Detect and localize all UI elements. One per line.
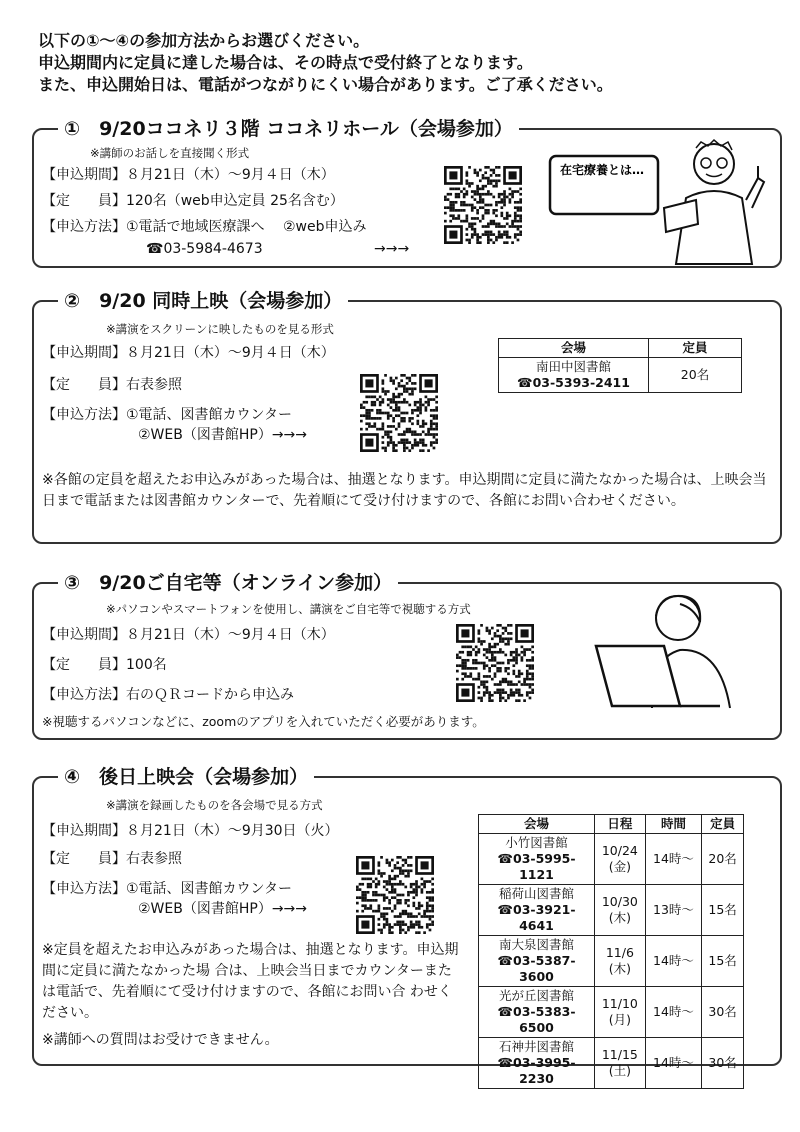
board-text: 在宅療養とは… [560,163,645,177]
time-cell: 14時～ [645,1038,701,1089]
method-label: 【申込方法】 [42,881,126,897]
section-3-capacity [42,656,167,675]
qr-code-icon[interactable] [456,624,534,702]
capacity-label: 【定 員】 [42,851,126,867]
intro-text [38,30,778,96]
venue-cell [479,936,595,987]
capacity-cell: 30名 [702,987,744,1038]
method-value: ①電話で地域医療課へ ②web申込み [126,219,367,235]
header-date: 日程 [595,815,646,834]
section-1-panel [32,118,782,268]
method-label: 【申込方法】 [42,687,126,703]
capacity-value: 右表参照 [126,851,182,867]
section-3-note: ※パソコンやスマートフォンを使用し、講演をご自宅等で視聴する方式 [106,602,471,616]
day-of-week: (金) [608,859,631,874]
date-value: 11/15 [601,1047,638,1062]
section-3-title: ③ 9/20ご自宅等（オンライン参加） [58,571,398,595]
venue-name: 稲荷山図書館 [498,886,574,901]
venue-phone: ☎03-3921-4641 [497,902,576,933]
section-3-zoom-note: ※視聴するパソコンなどに、zoomのアプリを入れていただく必要があります。 [42,714,485,729]
capacity-value: 右表参照 [126,377,182,393]
period-value: ８月21日（木）～9月４日（木） [126,167,335,183]
capacity-cell: 30名 [702,1038,744,1089]
venue-phone: ☎03-5995-1121 [497,851,576,882]
method-value: 右のＱＲコードから申込み [126,687,294,703]
date-cell [595,936,646,987]
period-value: ８月21日（木）～9月４日（木） [126,345,335,361]
date-cell [595,987,646,1038]
section-2-panel [32,290,782,544]
venue-phone: ☎03-3995-2230 [497,1055,576,1086]
method-label: 【申込方法】 [42,407,126,423]
day-of-week: (木) [608,961,631,976]
table-row [479,885,744,936]
section-4-period [42,822,339,841]
table-row [479,936,744,987]
capacity-label: 【定 員】 [42,193,126,209]
qr-code-icon[interactable] [444,166,522,244]
time-cell: 13時～ [645,885,701,936]
capacity-value: 100名 [126,657,167,673]
venue-table [498,338,742,393]
capacity-label: 【定 員】 [42,657,126,673]
section-4-note: ※講演を録画したものを各会場で見る方式 [106,798,323,812]
qr-code-icon[interactable] [356,856,434,934]
date-cell [595,834,646,885]
section-1-title: ① 9/20ココネリ３階 ココネリホール（会場参加） [58,117,519,141]
section-2-note: ※講演をスクリーンに映したものを見る形式 [106,322,334,336]
section-4-panel [32,766,782,1086]
intro-line-2: 申込期間内に定員に達した場合は、その時点で受付終了となります。 [38,53,533,72]
venue-phone: ☎03-5383-6500 [497,1004,576,1035]
method-label: 【申込方法】 [42,219,126,235]
section-3-period [42,626,335,645]
screening-table [478,814,744,1089]
day-of-week: (月) [608,1012,631,1027]
time-cell: 14時～ [645,834,701,885]
venue-cell [479,885,595,936]
header-venue: 会場 [499,339,649,358]
venue-name: 南田中図書館 [535,359,611,374]
day-of-week: (木) [608,910,631,925]
qr-code-icon[interactable] [360,374,438,452]
capacity-label: 【定 員】 [42,377,126,393]
day-of-week: (土) [608,1063,631,1078]
section-1-phone: ☎03-5984-4673 [146,241,263,257]
venue-cell [479,1038,595,1089]
venue-name: 光が丘図書館 [498,988,574,1003]
section-2-method [42,406,292,425]
time-cell: 14時～ [645,936,701,987]
section-1-period [42,166,335,185]
period-value: ８月21日（木）～9月４日（木） [126,627,335,643]
table-row [479,987,744,1038]
venue-phone: ☎03-5393-2411 [517,375,630,390]
section-4-capacity [42,850,182,869]
capacity-cell: 20名 [702,834,744,885]
section-2-period [42,344,335,363]
section-4-title: ④ 後日上映会（会場参加） [58,765,314,789]
section-3-method [42,686,294,705]
teacher-illustration [546,138,776,266]
section-4-method-web: ②WEB（図書館HP）→→→ [138,901,308,917]
time-cell: 14時～ [645,987,701,1038]
section-2-title: ② 9/20 同時上映（会場参加） [58,289,348,313]
venue-name: 南大泉図書館 [498,937,574,952]
section-1-arrow: →→→ [374,241,410,257]
venue-cell [479,834,595,885]
table-row [479,1038,744,1089]
period-value: ８月21日（木）～9月30日（火） [126,823,339,839]
capacity-cell: 20名 [649,358,742,393]
venue-name: 小竹図書館 [505,835,568,850]
venue-cell [479,987,595,1038]
period-label: 【申込期間】 [42,627,126,643]
date-value: 11/10 [601,996,638,1011]
date-cell [595,885,646,936]
date-value: 10/30 [601,894,638,909]
period-label: 【申込期間】 [42,167,126,183]
laptop-user-illustration [590,588,760,712]
section-1-capacity [42,192,344,211]
date-cell [595,1038,646,1089]
capacity-value: 120名（web申込定員 25名含む） [126,193,344,209]
period-label: 【申込期間】 [42,345,126,361]
venue-cell [499,358,649,393]
method-value: ①電話、図書館カウンター [126,881,292,897]
intro-line-1: 以下の①～④の参加方法からお選びください。 [38,31,370,50]
intro-line-3: また、申込開始日は、電話がつながりにくい場合があります。ご了承ください。 [38,75,613,94]
section-1-note: ※講師のお話しを直接聞く形式 [90,146,250,160]
section-3-panel [32,572,782,740]
section-2-method-web: ②WEB（図書館HP）→→→ [138,427,308,443]
header-time: 時間 [645,815,701,834]
venue-name: 石神井図書館 [498,1039,574,1054]
date-value: 10/24 [601,843,638,858]
section-4-lottery-note: ※定員を超えたお申込みがあった場合は、抽選となります。申込期間に定員に満たなかった場 合は、上映会当日までカウンターまたは電話で、先着順にて受け付けますので、各館にお問い合 わせください。 [42,942,459,1021]
table-row [479,834,744,885]
capacity-cell: 15名 [702,885,744,936]
method-value: ①電話、図書館カウンター [126,407,292,423]
section-2-capacity [42,376,182,395]
header-capacity: 定員 [702,815,744,834]
venue-phone: ☎03-5387-3600 [497,953,576,984]
date-value: 11/6 [605,945,634,960]
capacity-cell: 15名 [702,936,744,987]
section-1-method [42,218,367,237]
section-2-lottery-note: ※各館の定員を超えたお申込みがあった場合は、抽選となります。申込期間に定員に満たなかった場合は、上映会当日まで電話または図書館カウンターで、先着順にて受け付けますので、各館にお問い合わせください。 [42,472,767,509]
period-label: 【申込期間】 [42,823,126,839]
header-venue: 会場 [479,815,595,834]
section-4-question-note: ※講師への質問はお受けできません。 [42,1032,279,1048]
header-capacity: 定員 [649,339,742,358]
section-4-method [42,880,292,899]
